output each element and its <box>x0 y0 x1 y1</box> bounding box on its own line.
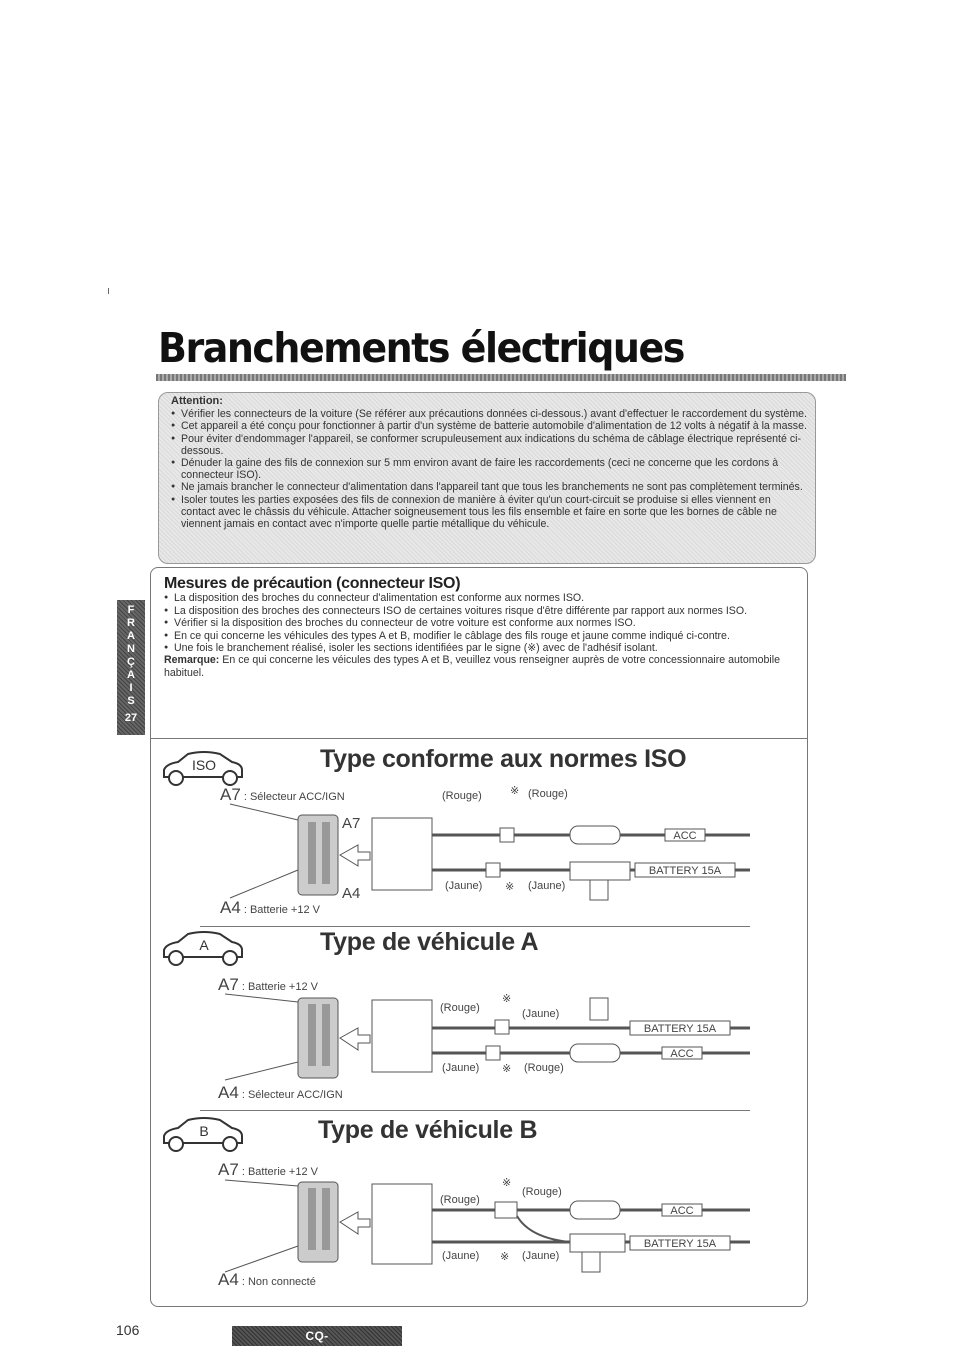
battery-box-label: BATTERY 15A <box>643 1238 717 1250</box>
car-iso-icon <box>160 750 246 788</box>
title-rule <box>156 374 846 381</box>
tab-letter: Ç <box>127 656 135 668</box>
badge-text: ISO <box>191 757 217 773</box>
tab-letter: S <box>127 695 135 707</box>
wire-label: (Jaune) <box>522 1250 560 1262</box>
wire-label: (Rouge) <box>524 1062 564 1074</box>
a4-label: A4 : Sélecteur ACC/IGN <box>218 1083 343 1102</box>
insulate-mark: ※ <box>502 1063 512 1075</box>
arrow-left-icon <box>340 1028 370 1050</box>
wire-label: (Jaune) <box>442 1062 480 1074</box>
attention-item: ● Cet appareil a été conçu pour fonctionner à partir d'un système de batterie automobile d'alimentation de 12 volts à négatif à la masse. <box>171 420 807 432</box>
plug-block <box>372 818 432 890</box>
attention-item: ● Dénuder la gaine des fils de connexion sur 5 mm environ avant de faire les raccordements (ceci ne concerne que les cordons à connecteur ISO). <box>171 457 807 481</box>
acc-box-label: ACC <box>673 830 697 842</box>
acc-box-label: ACC <box>670 1205 694 1217</box>
wire-label: (Rouge) <box>522 1186 562 1198</box>
a7-label: A7 : Batterie +12 V <box>218 975 318 994</box>
attention-item: ● Isoler toutes les parties exposées des fils de connexion de manière à éviter qu'un court-circuit se produise si elles viennent en contact avec le châssis du véhicule. Attacher soigneusement tous les fils ensemble et faire en sorte que les bornes de câble ne viennent jamais en contact avec n'importe quelle partie métallique du véhicule. <box>171 494 807 531</box>
insulate-mark: ※ <box>510 785 520 797</box>
plug-block <box>372 1000 432 1072</box>
attention-item: ● Vérifier les connecteurs de la voiture (Se référer aux précautions données ci-dessous.) avant d'effectuer le raccordement du système. <box>171 408 807 420</box>
arrow-left-icon <box>340 845 370 866</box>
model-badge: CQ-DFX751/DFX701/DFX601N <box>232 1326 402 1346</box>
car-b-icon <box>160 1116 246 1154</box>
remark-label: Remarque: <box>164 654 220 667</box>
tab-letter: A <box>127 630 135 642</box>
iso-item: ● La disposition des broches du connecteur d'alimentation est conforme aux normes ISO. <box>164 592 808 604</box>
connector-block <box>298 1182 338 1262</box>
tab-letter: R <box>127 617 135 629</box>
pin-a4-label: A4 <box>342 885 361 902</box>
language-tab <box>117 600 145 735</box>
iso-precautions <box>164 575 808 679</box>
plug-block <box>372 1184 432 1264</box>
pin-a7-label: A7 <box>342 815 361 832</box>
connector-block <box>298 998 338 1078</box>
iso-item: ● Vérifier si la disposition des broches du connecteur de votre voiture est conforme aux normes ISO. <box>164 617 808 629</box>
insulate-mark: ※ <box>500 1251 510 1263</box>
tab-letter: N <box>127 643 135 655</box>
iso-item: ● En ce qui concerne les véhicules des types A et B, modifier le câblage des fils rouge et jaune comme indiqué ci-contre. <box>164 630 808 642</box>
fuse-icon <box>582 1252 600 1272</box>
acc-box-label: ACC <box>670 1048 694 1060</box>
insulate-mark: ※ <box>505 881 515 893</box>
attention-item: ● Ne jamais brancher le connecteur d'alimentation dans l'appareil tant que tous les branchements ne sont pas complètement terminés. <box>171 481 807 493</box>
arrow-left-icon <box>340 1212 370 1234</box>
iso-item: ● Une fois le branchement réalisé, isoler les sections identifiées par le signe (※) avec de l'adhésif isolant. <box>164 642 808 654</box>
fuse-icon <box>590 998 608 1020</box>
iso-rule <box>150 738 808 739</box>
wire-label: (Jaune) <box>442 1250 480 1262</box>
battery-box-label: BATTERY 15A <box>648 865 722 877</box>
margin-tick <box>108 288 109 294</box>
tab-letter: I <box>129 682 133 694</box>
iso-wiring-diagram <box>150 800 770 910</box>
badge-text: A <box>199 937 209 953</box>
section-title-b: Type de véhicule B <box>318 1116 538 1144</box>
tab-page-number: 27 <box>124 712 138 724</box>
wire-label: (Rouge) <box>528 788 568 800</box>
section-rule <box>200 1110 750 1111</box>
wire-label: (Jaune) <box>445 880 483 892</box>
section-title-iso: Type conforme aux normes ISO <box>320 745 687 773</box>
attention-item: ● Pour éviter d'endommager l'appareil, se conformer scrupuleusement aux indications du schéma de câblage électrique représenté ci-dessous. <box>171 433 807 457</box>
wire-label: (Rouge) <box>440 1194 480 1206</box>
iso-item: ● La disposition des broches des connecteurs ISO de certaines voitures risque d'être différente par rapport aux normes ISO. <box>164 605 808 617</box>
attention-box <box>158 392 816 564</box>
insulate-mark: ※ <box>502 1177 512 1189</box>
page-title: Branchements électriques <box>158 324 684 372</box>
wire-label: (Rouge) <box>442 790 482 802</box>
remark <box>164 654 808 679</box>
page-number: 106 <box>116 1322 140 1338</box>
section-title-a: Type de véhicule A <box>320 928 539 956</box>
car-a-icon <box>160 930 246 968</box>
iso-heading: Mesures de précaution (connecteur ISO) <box>164 575 461 592</box>
insulate-mark: ※ <box>502 993 512 1005</box>
a7-label: A7 : Batterie +12 V <box>218 1160 318 1179</box>
badge-text: B <box>199 1123 209 1139</box>
wire-label: (Jaune) <box>522 1008 560 1020</box>
attention-heading: Attention: <box>171 395 223 407</box>
fuse-icon <box>590 880 608 900</box>
tab-letter: A <box>127 669 135 681</box>
section-rule <box>200 926 750 927</box>
wire-label: (Jaune) <box>528 880 566 892</box>
a4-label: A4 : Batterie +12 V <box>220 898 320 917</box>
tab-letter: F <box>127 604 135 616</box>
battery-box-label: BATTERY 15A <box>643 1023 717 1035</box>
connector-block <box>298 815 338 895</box>
a7-label: A7 : Sélecteur ACC/IGN <box>220 785 345 804</box>
remark-text: En ce qui concerne les véicules des types A et B, veuillez vous renseigner auprès de votre concessionnaire automobile habituel. <box>164 654 780 679</box>
wire-label: (Rouge) <box>440 1002 480 1014</box>
a4-label: A4 : Non connecté <box>218 1270 316 1289</box>
